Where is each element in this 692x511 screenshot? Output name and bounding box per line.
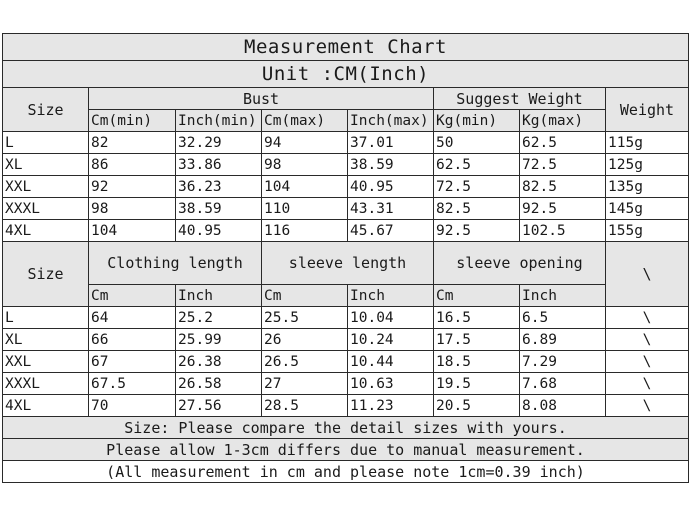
table-row: [3, 132, 689, 154]
value-cell: 38.59: [348, 154, 434, 176]
value-cell: 98: [89, 198, 176, 220]
value-cell: 50: [434, 132, 520, 154]
size-cell: L: [3, 307, 89, 329]
value-cell: 92: [89, 176, 176, 198]
value-cell: 7.68: [520, 373, 606, 395]
value-cell: 40.95: [176, 220, 262, 242]
value-cell: 110: [262, 198, 348, 220]
value-cell: 64: [89, 307, 176, 329]
subheader-cm: Cm: [262, 285, 348, 307]
slash-cell: \: [606, 395, 689, 417]
value-cell: 10.24: [348, 329, 434, 351]
value-cell: 104: [262, 176, 348, 198]
value-cell: 92.5: [434, 220, 520, 242]
value-cell: 82.5: [520, 176, 606, 198]
value-cell: 25.99: [176, 329, 262, 351]
title-row: [3, 34, 689, 61]
value-cell: 38.59: [176, 198, 262, 220]
value-cell: 8.08: [520, 395, 606, 417]
value-cell: 26.38: [176, 351, 262, 373]
value-cell: 11.23: [348, 395, 434, 417]
value-cell: 82.5: [434, 198, 520, 220]
value-cell: 67: [89, 351, 176, 373]
value-cell: 16.5: [434, 307, 520, 329]
value-cell: 45.67: [348, 220, 434, 242]
chart-title: Measurement Chart: [3, 34, 689, 61]
value-cell: 67.5: [89, 373, 176, 395]
size-cell: 4XL: [3, 395, 89, 417]
value-cell: 10.63: [348, 373, 434, 395]
value-cell: 33.86: [176, 154, 262, 176]
table-row: [3, 329, 689, 351]
subheader-inch: Inch: [520, 285, 606, 307]
size-cell: XL: [3, 329, 89, 351]
value-cell: 70: [89, 395, 176, 417]
subheader-cm: Cm: [434, 285, 520, 307]
weight-header: Weight: [606, 88, 689, 132]
clothing-length-header: Clothing length: [89, 242, 262, 285]
size-header: Size: [3, 88, 89, 132]
value-cell: 6.89: [520, 329, 606, 351]
value-cell: 116: [262, 220, 348, 242]
value-cell: 82: [89, 132, 176, 154]
bottom-header-row: [3, 242, 689, 285]
value-cell: 26.58: [176, 373, 262, 395]
value-cell: 98: [262, 154, 348, 176]
weight-cell: 135g: [606, 176, 689, 198]
unit-row: [3, 61, 689, 88]
size-cell: L: [3, 132, 89, 154]
value-cell: 36.23: [176, 176, 262, 198]
subheader-kg-max: Kg(max): [520, 110, 606, 132]
subheader-inch-max: Inch(max): [348, 110, 434, 132]
subheader-cm: Cm: [89, 285, 176, 307]
blank-header: \: [606, 242, 689, 307]
value-cell: 72.5: [434, 176, 520, 198]
size-cell: XXXL: [3, 198, 89, 220]
size-cell: XL: [3, 154, 89, 176]
note-compare-sizes: Size: Please compare the detail sizes with yours.: [3, 417, 689, 439]
table-row: [3, 373, 689, 395]
value-cell: 92.5: [520, 198, 606, 220]
value-cell: 25.2: [176, 307, 262, 329]
value-cell: 7.29: [520, 351, 606, 373]
value-cell: 28.5: [262, 395, 348, 417]
table-row: [3, 176, 689, 198]
note-row: [3, 439, 689, 461]
bust-header: Bust: [89, 88, 434, 110]
bottom-subheader-row: [3, 285, 689, 307]
value-cell: 40.95: [348, 176, 434, 198]
value-cell: 26.5: [262, 351, 348, 373]
slash-cell: \: [606, 373, 689, 395]
subheader-cm-min: Cm(min): [89, 110, 176, 132]
unit-label: Unit :CM(Inch): [3, 61, 689, 88]
table-row: [3, 154, 689, 176]
value-cell: 66: [89, 329, 176, 351]
value-cell: 62.5: [520, 132, 606, 154]
weight-cell: 145g: [606, 198, 689, 220]
top-header-row: [3, 88, 689, 110]
sleeve-length-header: sleeve length: [262, 242, 434, 285]
weight-cell: 155g: [606, 220, 689, 242]
value-cell: 27.56: [176, 395, 262, 417]
value-cell: 37.01: [348, 132, 434, 154]
size-cell: 4XL: [3, 220, 89, 242]
weight-cell: 115g: [606, 132, 689, 154]
note-row: [3, 417, 689, 439]
value-cell: 62.5: [434, 154, 520, 176]
note-allow-difference: Please allow 1-3cm differs due to manual measurement.: [3, 439, 689, 461]
size-cell: XXXL: [3, 373, 89, 395]
table-row: [3, 307, 689, 329]
value-cell: 25.5: [262, 307, 348, 329]
subheader-kg-min: Kg(min): [434, 110, 520, 132]
slash-cell: \: [606, 329, 689, 351]
top-subheader-row: [3, 110, 689, 132]
value-cell: 27: [262, 373, 348, 395]
value-cell: 32.29: [176, 132, 262, 154]
value-cell: 94: [262, 132, 348, 154]
value-cell: 10.44: [348, 351, 434, 373]
subheader-inch-min: Inch(min): [176, 110, 262, 132]
value-cell: 17.5: [434, 329, 520, 351]
slash-cell: \: [606, 307, 689, 329]
weight-cell: 125g: [606, 154, 689, 176]
subheader-cm-max: Cm(max): [262, 110, 348, 132]
note-unit-conversion: (All measurement in cm and please note 1cm=0.39 inch): [3, 461, 689, 483]
sleeve-opening-header: sleeve opening: [434, 242, 606, 285]
value-cell: 18.5: [434, 351, 520, 373]
value-cell: 6.5: [520, 307, 606, 329]
table-row: [3, 351, 689, 373]
size-cell: XXL: [3, 176, 89, 198]
measurement-chart-table: [2, 33, 689, 483]
value-cell: 72.5: [520, 154, 606, 176]
chart-body: [3, 34, 689, 483]
subheader-inch: Inch: [176, 285, 262, 307]
value-cell: 26: [262, 329, 348, 351]
table-row: [3, 198, 689, 220]
size-cell: XXL: [3, 351, 89, 373]
value-cell: 104: [89, 220, 176, 242]
value-cell: 102.5: [520, 220, 606, 242]
table-row: [3, 395, 689, 417]
suggest-weight-header: Suggest Weight: [434, 88, 606, 110]
value-cell: 10.04: [348, 307, 434, 329]
table-row: [3, 220, 689, 242]
slash-cell: \: [606, 351, 689, 373]
value-cell: 20.5: [434, 395, 520, 417]
size-header: Size: [3, 242, 89, 307]
value-cell: 43.31: [348, 198, 434, 220]
value-cell: 19.5: [434, 373, 520, 395]
subheader-inch: Inch: [348, 285, 434, 307]
note-row: [3, 461, 689, 483]
value-cell: 86: [89, 154, 176, 176]
